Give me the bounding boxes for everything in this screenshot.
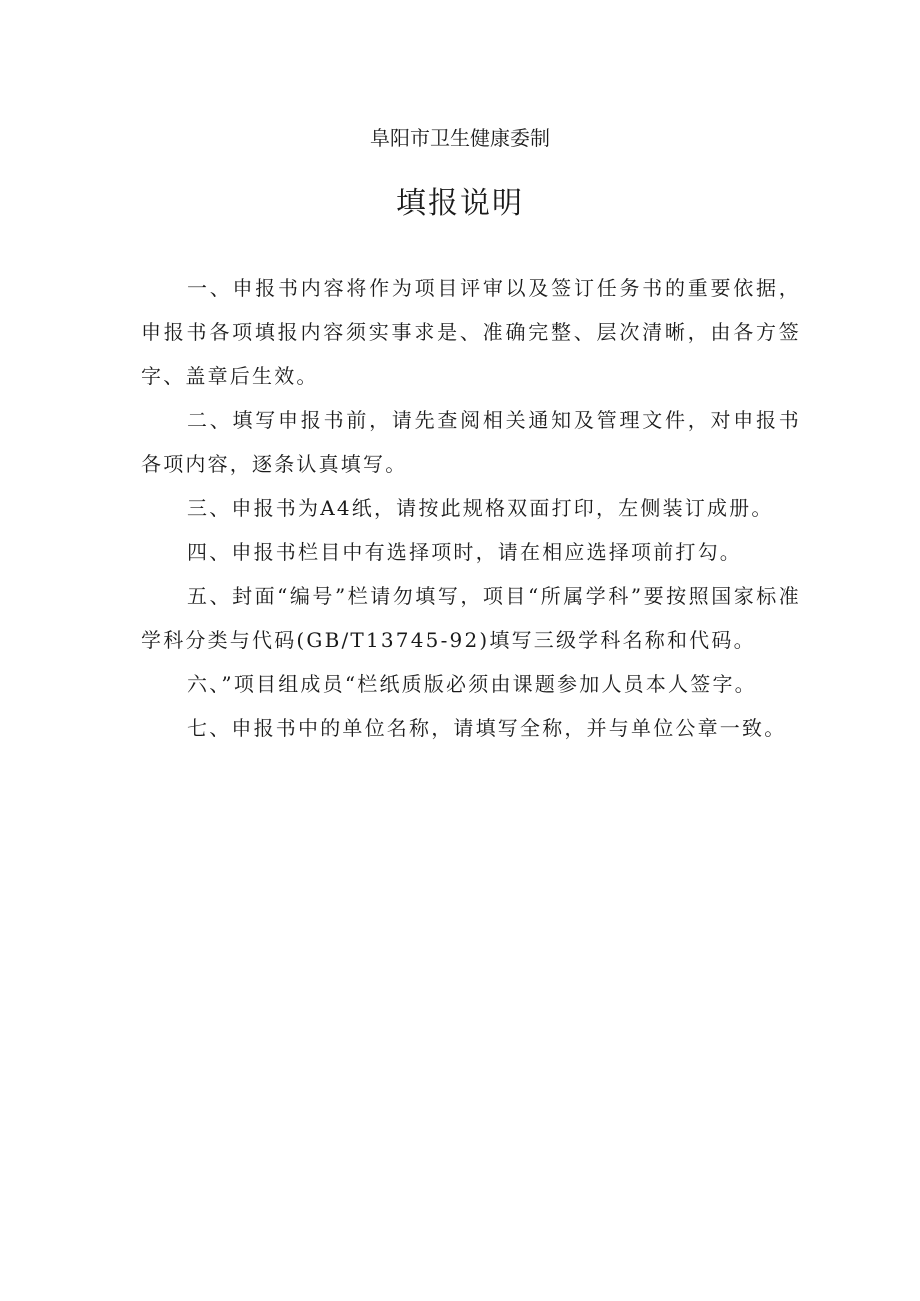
instruction-paragraph-5: 五、封面“编号”栏请勿填写，项目“所属学科”要按照国家标准学科分类与代码(GB/T13745-92)填写三级学科名称和代码。 [141, 584, 801, 652]
instruction-paragraph-2: 二、填写申报书前，请先查阅相关通知及管理文件，对申报书各项内容，逐条认真填写。 [141, 408, 801, 476]
instruction-paragraph-4: 四、申报书栏目中有选择项时，请在相应选择项前打勾。 [187, 540, 742, 564]
instruction-paragraph-6: 六、”项目组成员“栏纸质版必须由课题参加人员本人签字。 [187, 672, 757, 696]
page-title: 填报说明 [396, 186, 524, 221]
instruction-paragraph-1: 一、申报书内容将作为项目评审以及签订任务书的重要依据，申报书各项填报内容须实事求是、准确完整、层次清晰，由各方签字、盖章后生效。 [141, 276, 801, 388]
instruction-paragraph-7: 七、申报书中的单位名称，请填写全称，并与单位公章一致。 [187, 716, 787, 740]
instruction-paragraph-3: 三、申报书为A4纸，请按此规格双面打印，左侧装订成册。 [187, 496, 774, 520]
instructions-body [141, 266, 801, 750]
issuer-line: 阜阳市卫生健康委制 [370, 126, 550, 150]
